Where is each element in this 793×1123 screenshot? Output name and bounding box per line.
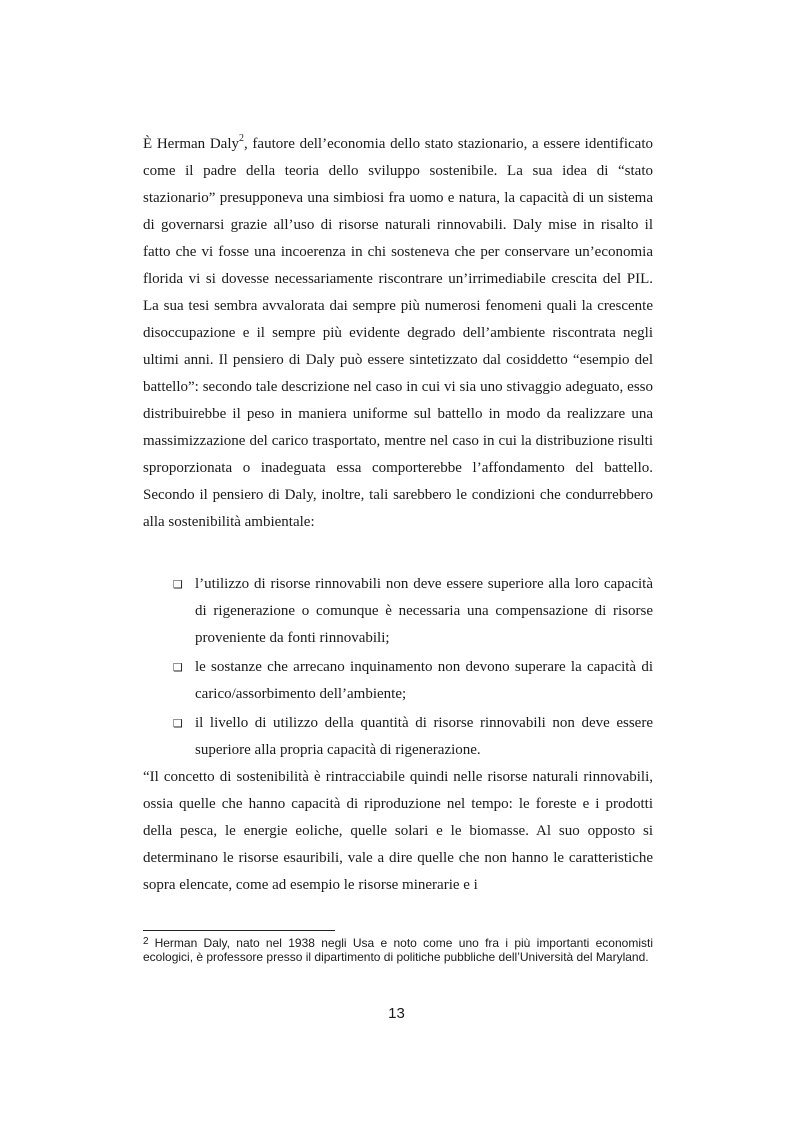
checkbox-bullet-icon: ❑ [173,661,183,674]
paragraph-daly-intro [143,131,653,536]
paragraph-lead: È Herman Daly [143,136,239,152]
list-item [143,571,653,652]
checkbox-bullet-icon: ❑ [173,578,183,591]
list-item [143,654,653,708]
footnote-divider [143,930,335,931]
footnote [143,935,653,964]
list-item [143,710,653,764]
page-number: 13 [388,1005,405,1022]
footnote-reference[interactable]: 2 [239,133,244,144]
footnote-text: Herman Daly, nato nel 1938 negli Usa e noto come uno fra i più importanti economisti ecologici, è professore presso il dipartimento di politiche pubbliche dell’Università del Maryland. [143,936,653,964]
list-item-text: le sostanze che arrecano inquinamento non devono superare la capacità di carico/assorbimento dell’ambiente; [195,659,653,702]
paragraph-body: , fautore dell’economia dello stato stazionario, a essere identificato come il padre della teoria dello sviluppo sostenibile. La sua idea di “stato stazionario” presupponeva una simbiosi fra uomo e natura, la capacità di un sistema di governarsi grazie all’uso di risorse naturali rinnovabili. Daly mise in risalto il fatto che vi fosse una incoerenza in chi sosteneva che per conservare un’economia florida vi si dovesse necessariamente riscontrare un’irrimediabile crescita del PIL. La sua tesi sembra avvalorata dai sempre più numerosi fenomeni quali la crescente disoccupazione e il sempre più evidente degrado dell’ambiente riscontrata negli ultimi anni. Il pensiero di Daly può essere sintetizzato dal cosiddetto “esempio del battello”: secondo tale descrizione nel caso in cui vi sia uno stivaggio adeguato, esso distribuirebbe il peso in maniera uniforme sul battello in modo da realizzare una massimizzazione del carico trasportato, mentre nel caso in cui la distribuzione risulti sproporzionata o inadeguata essa comporterebbe l’affondamento del battello. Secondo il pensiero di Daly, inoltre, tali sarebbero le condizioni che condurrebbero alla sostenibilità ambientale: [143,136,653,530]
list-item-text: il livello di utilizzo della quantità di risorse rinnovabili non deve essere superiore alla propria capacità di rigenerazione. [195,715,653,758]
paragraph-renewable-resources: “Il concetto di sostenibilità è rintracciabile quindi nelle risorse naturali rinnovabili, ossia quelle che hanno capacità di riproduzione nel tempo: le foreste e i prodotti della pesca, le energie eoliche, quelle solari e le biomasse. Al suo opposto si determinano le risorse esauribili, vale a dire quelle che non hanno le caratteristiche sopra elencate, come ad esempio le risorse minerarie e i [143,769,653,893]
checkbox-bullet-icon: ❑ [173,717,183,730]
footnote-number: 2 [143,936,149,947]
sustainability-conditions-list [143,571,653,766]
list-item-text: l’utilizzo di risorse rinnovabili non deve essere superiore alla loro capacità di rigenerazione o comunque è necessaria una compensazione di risorse proveniente da fonti rinnovabili; [195,576,653,646]
